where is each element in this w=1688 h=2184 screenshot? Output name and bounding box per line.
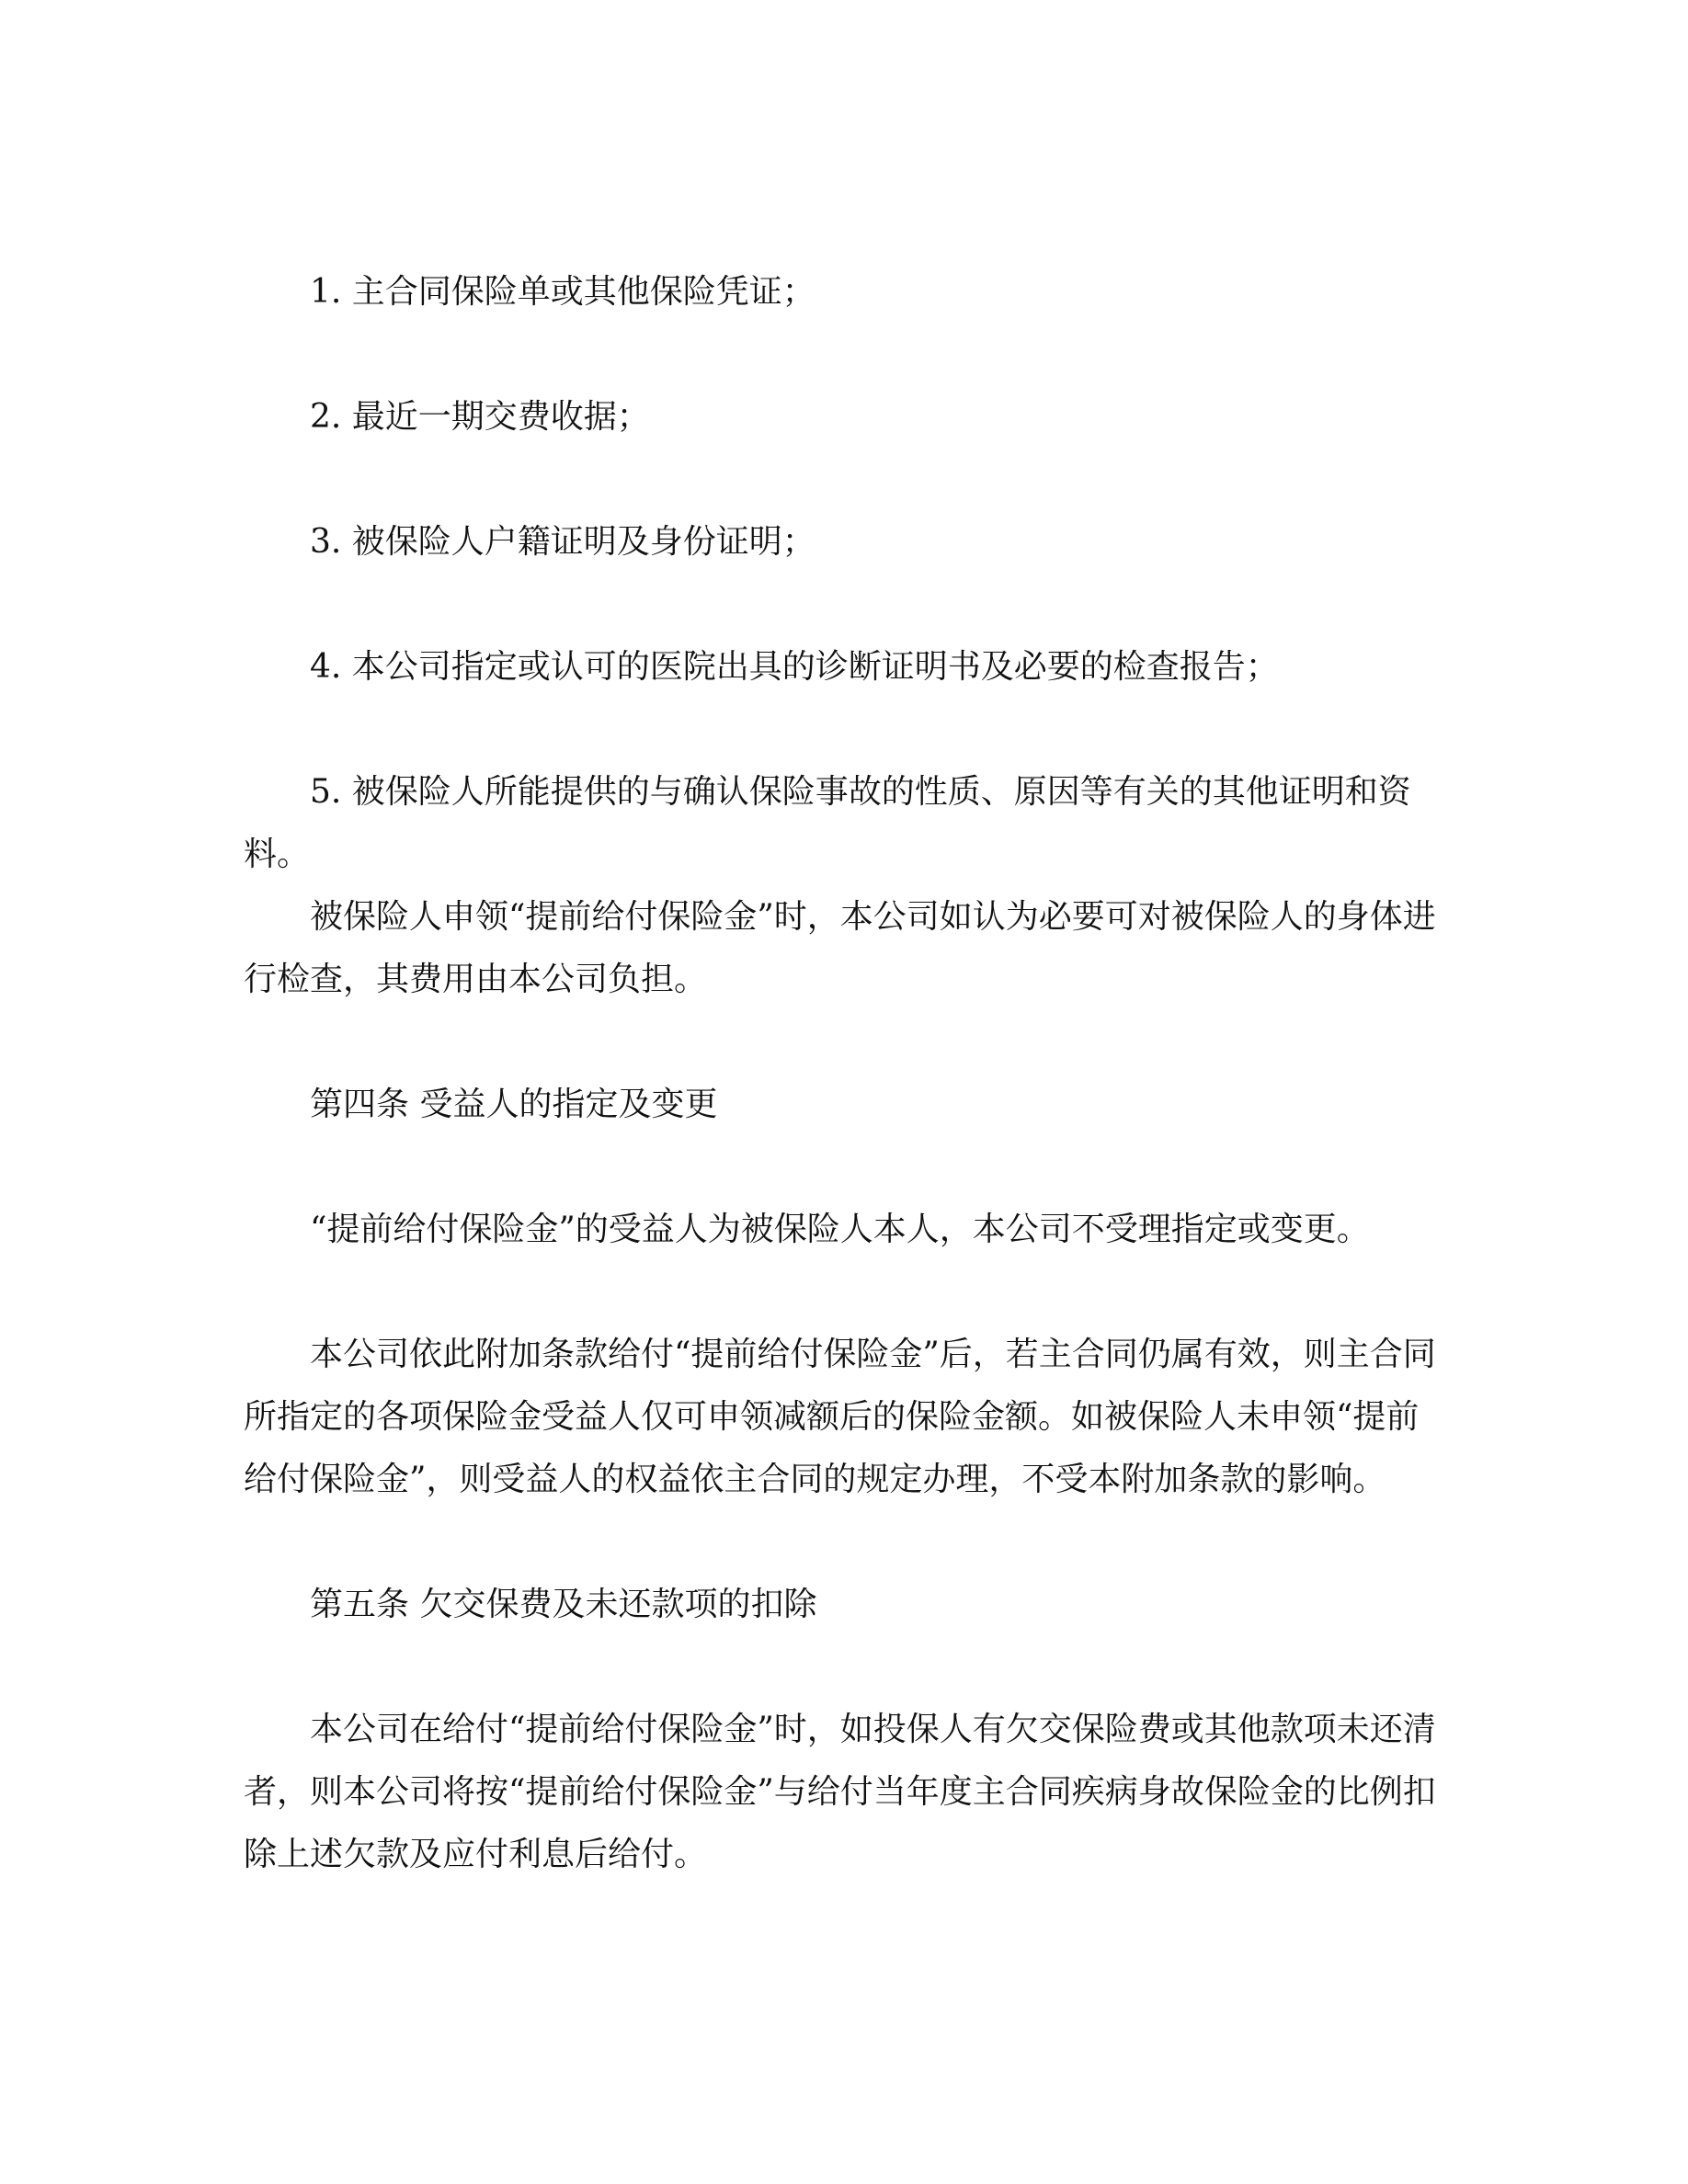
paragraph-medical-exam: 被保险人申领“提前给付保险金”时，本公司如认为必要可对被保险人的身体进行检查，其费用由本公司负担。: [244, 898, 1436, 998]
list-item-2: 2. 最近一期交费收据；: [310, 398, 650, 436]
paragraph-after-payment: 本公司依此附加条款给付“提前给付保险金”后，若主合同仍属有效，则主合同所指定的各项保险金受益人仅可申领减额后的保险金额。如被保险人未申领“提前给付保险金”，则受益人的权益依主合同的规定办理，不受本附加条款的影响。: [244, 1336, 1436, 1498]
paragraph-deduction: 本公司在给付“提前给付保险金”时，如投保人有欠交保险费或其他款项未还清者，则本公司将按“提前给付保险金”与给付当年度主合同疾病身故保险金的比例扣除上述欠款及应付利息后给付。: [244, 1711, 1436, 1873]
list-item-1: 1. 主合同保险单或其他保险凭证；: [310, 273, 815, 311]
list-item-4: 4. 本公司指定或认可的医院出具的诊断证明书及必要的检查报告；: [310, 648, 1279, 686]
heading-article-5: 第五条 欠交保费及未还款项的扣除: [310, 1586, 817, 1623]
list-item-5: 5. 被保险人所能提供的与确认保险事故的性质、原因等有关的其他证明和资料。: [244, 773, 1411, 873]
list-item-3: 3. 被保险人户籍证明及身份证明；: [310, 523, 815, 561]
paragraph-beneficiary: “提前给付保险金”的受益人为被保险人本人，本公司不受理指定或变更。: [310, 1211, 1370, 1248]
heading-article-4: 第四条 受益人的指定及变更: [310, 1086, 718, 1123]
